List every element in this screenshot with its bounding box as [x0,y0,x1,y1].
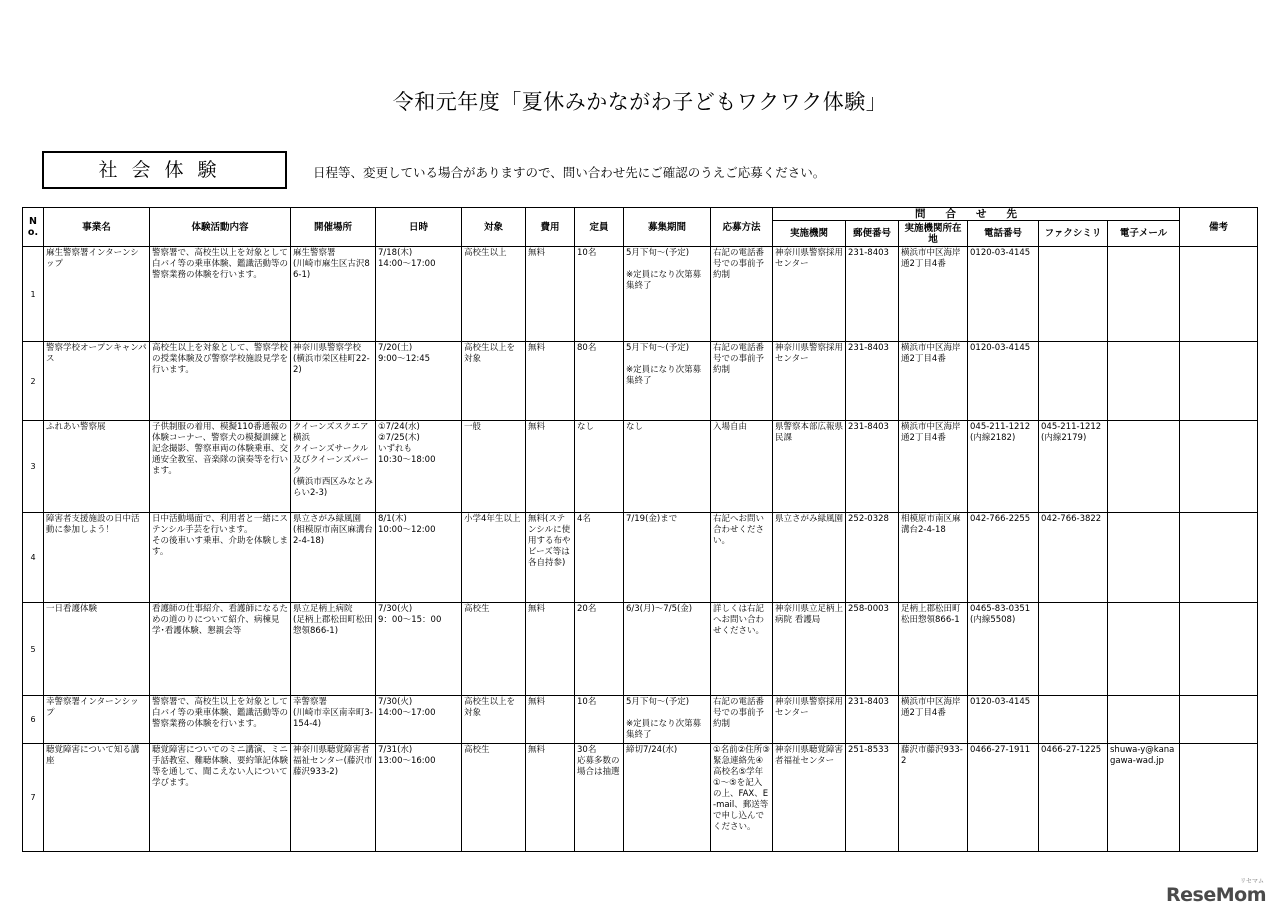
cell-fee: 無料 [526,603,575,696]
table-row [23,247,1258,342]
cell-phone: 0466-27-1911 [968,744,1039,852]
cell-remarks [1180,513,1258,603]
cell-method: 右記の電話番号での事前予約制 [711,247,773,342]
cell-email [1108,342,1180,421]
cell-method: 右記の電話番号での事前予約制 [711,696,773,744]
header-email: 電子メール [1108,221,1180,247]
cell-postal: 231-8403 [846,342,899,421]
cell-datetime: 7/18(木) 14:00～17:00 [376,247,462,342]
cell-venue: クイーンズスクエア横浜 クイーンズサークル及びクイーンズパーク (横浜市西区みなとみらい2-3) [291,421,376,513]
cell-no: 2 [23,342,44,421]
header-venue: 開催場所 [291,208,376,247]
cell-remarks [1180,342,1258,421]
cell-period: 5月下旬～(予定) ※定員になり次第募集終了 [624,696,711,744]
header-name: 事業名 [44,208,150,247]
cell-fax: 0466-27-1225 [1039,744,1108,852]
cell-no: 4 [23,513,44,603]
cell-method: 入場自由 [711,421,773,513]
cell-datetime: 7/31(水) 13:00～16:00 [376,744,462,852]
cell-datetime: 7/20(土) 9:00～12:45 [376,342,462,421]
cell-venue: 麻生警察署 (川崎市麻生区古沢86-1) [291,247,376,342]
cell-venue: 県立さがみ緑風園 (相模原市南区麻溝台2-4-18) [291,513,376,603]
resemom-logo: ReseMom [1166,884,1266,906]
cell-address: 横浜市中区海岸通2丁目4番 [899,421,968,513]
cell-email [1108,421,1180,513]
cell-venue: 県立足柄上病院 (足柄上郡松田町松田惣領866-1) [291,603,376,696]
cell-fee: 無料 [526,696,575,744]
header-phone: 電話番号 [968,221,1039,247]
cell-content: 看護師の仕事紹介、看護師になるための道のりについて紹介、病棟見学･看護体験、懇親会等 [150,603,291,696]
cell-period: 5月下旬～(予定) ※定員になり次第募集終了 [624,247,711,342]
cell-email [1108,696,1180,744]
cell-content: 警察署で、高校生以上を対象として白バイ等の乗車体験、鑑識活動等の警察業務の体験を行います。 [150,247,291,342]
cell-datetime: 8/1(木) 10:00～12:00 [376,513,462,603]
cell-postal: 231-8403 [846,247,899,342]
header-contact: 問合せ先 [773,208,1180,221]
cell-target: 一般 [462,421,526,513]
table-row [23,513,1258,603]
cell-fee: 無料(ステンシルに使用する布やビーズ等は各自持参) [526,513,575,603]
cell-org: 神奈川県警察採用センター [773,696,846,744]
cell-content: 聴覚障害についてのミニ講演、ミニ手話教室、難聴体験、要約筆記体験等を通して、聞こえない人について学びます。 [150,744,291,852]
cell-fax [1039,696,1108,744]
cell-venue: 神奈川県聴覚障害者福祉センター(藤沢市藤沢933-2) [291,744,376,852]
cell-address: 相模原市南区麻溝台2-4-18 [899,513,968,603]
cell-content: 警察署で、高校生以上を対象として白バイ等の乗車体験、鑑識活動等の警察業務の体験を行います。 [150,696,291,744]
cell-datetime: 7/30(火) 14:00～17:00 [376,696,462,744]
cell-address: 横浜市中区海岸通2丁目4番 [899,342,968,421]
cell-capacity: 20名 [575,603,624,696]
cell-no: 1 [23,247,44,342]
cell-postal: 252-0328 [846,513,899,603]
cell-postal: 258-0003 [846,603,899,696]
cell-fee: 無料 [526,744,575,852]
cell-address: 藤沢市藤沢933-2 [899,744,968,852]
cell-period: 7/19(金)まで [624,513,711,603]
cell-target: 高校生以上を対象 [462,696,526,744]
cell-period: 締切7/24(水) [624,744,711,852]
cell-org: 県立さがみ緑風園 [773,513,846,603]
cell-venue: 幸警察署 (川崎市幸区南幸町3-154-4) [291,696,376,744]
cell-capacity: 80名 [575,342,624,421]
page-title: 令和元年度「夏休みかながわ子どもワクワク体験」 [392,90,888,114]
cell-fax: 042-766-3822 [1039,513,1108,603]
cell-org: 神奈川県聴覚障害者福祉センター [773,744,846,852]
cell-method: ①名前②住所③緊急連絡先④高校名⑤学年 ①～⑤を記入の上、FAX、E-mail、郵送等で申し込んでください。 [711,744,773,852]
cell-content: 子供制服の着用、模擬110番通報の体験コーナー、警察犬の模擬訓練と記念撮影、警察車両の体験乗車、交通安全教室、音楽隊の演奏等を行います。 [150,421,291,513]
table-body [23,247,1258,852]
header-target: 対象 [462,208,526,247]
cell-phone: 0120-03-4145 [968,696,1039,744]
cell-datetime: ①7/24(水) ②7/25(木) いずれも 10:30～18:00 [376,421,462,513]
cell-org: 神奈川県警察採用センター [773,247,846,342]
cell-method: 右記の電話番号での事前予約制 [711,342,773,421]
cell-email [1108,603,1180,696]
cell-target: 高校生以上を対象 [462,342,526,421]
cell-name: 障害者支援施設の日中活動に参加しよう！ [44,513,150,603]
cell-fax [1039,342,1108,421]
cell-period: 5月下旬～(予定) ※定員になり次第募集終了 [624,342,711,421]
cell-target: 小学4年生以上 [462,513,526,603]
header-datetime: 日時 [376,208,462,247]
cell-target: 高校生 [462,744,526,852]
cell-name: 聴覚障害について知る講座 [44,744,150,852]
cell-no: 5 [23,603,44,696]
cell-name: 幸警察署インターンシップ [44,696,150,744]
cell-datetime: 7/30(火) 9：00～15：00 [376,603,462,696]
cell-content: 高校生以上を対象として、警察学校の授業体験及び警察学校施設見学を行います。 [150,342,291,421]
cell-capacity: なし [575,421,624,513]
cell-method: 右記へお問い合わせください。 [711,513,773,603]
cell-remarks [1180,744,1258,852]
header-no: No. [23,208,44,247]
cell-fee: 無料 [526,247,575,342]
cell-fee: 無料 [526,342,575,421]
cell-name: ふれあい警察展 [44,421,150,513]
table-row [23,421,1258,513]
cell-content: 日中活動場面で、利用者と一緒にステンシル手芸を行います。 その後車いす乗車、介助を体験します。 [150,513,291,603]
logo-subtext: リセマム [1240,878,1264,885]
cell-capacity: 30名 応募多数の場合は抽選 [575,744,624,852]
cell-postal: 251-8533 [846,744,899,852]
table-row [23,342,1258,421]
notice-text: 日程等、変更している場合がありますので、問い合わせ先にご確認のうえご応募ください。 [313,165,826,180]
header-address: 実施機関所在地 [899,221,968,247]
header-postal: 郵便番号 [846,221,899,247]
cell-capacity: 10名 [575,247,624,342]
cell-fax [1039,603,1108,696]
cell-email [1108,247,1180,342]
cell-no: 3 [23,421,44,513]
cell-period: 6/3(月)～7/5(金) [624,603,711,696]
cell-fee: 無料 [526,421,575,513]
cell-phone: 0120-03-4145 [968,247,1039,342]
cell-method: 詳しくは右記へお問い合わせください。 [711,603,773,696]
cell-org: 県警察本部広報県民課 [773,421,846,513]
header-fee: 費用 [526,208,575,247]
cell-name: 警察学校オープンキャンパス [44,342,150,421]
cell-address: 横浜市中区海岸通2丁目4番 [899,696,968,744]
cell-phone: 045-211-1212(内線2182) [968,421,1039,513]
cell-name: 一日看護体験 [44,603,150,696]
cell-address: 足柄上郡松田町松田惣領866-1 [899,603,968,696]
cell-remarks [1180,603,1258,696]
cell-remarks [1180,247,1258,342]
cell-target: 高校生以上 [462,247,526,342]
cell-phone: 042-766-2255 [968,513,1039,603]
cell-fax: 045-211-1212(内線2179) [1039,421,1108,513]
table-row [23,603,1258,696]
cell-remarks [1180,421,1258,513]
cell-postal: 231-8403 [846,421,899,513]
cell-venue: 神奈川県警察学校 (横浜市栄区桂町22-2) [291,342,376,421]
cell-capacity: 10名 [575,696,624,744]
cell-fax [1039,247,1108,342]
header-period: 募集期間 [624,208,711,247]
cell-email: shuwa-y@kanagawa-wad.jp [1108,744,1180,852]
table-row [23,696,1258,744]
cell-org: 神奈川県警察採用センター [773,342,846,421]
cell-address: 横浜市中区海岸通2丁目4番 [899,247,968,342]
cell-postal: 231-8403 [846,696,899,744]
cell-target: 高校生 [462,603,526,696]
cell-email [1108,513,1180,603]
cell-name: 麻生警察署インターンシップ [44,247,150,342]
cell-phone: 0120-03-4145 [968,342,1039,421]
cell-no: 7 [23,744,44,852]
header-capacity: 定員 [575,208,624,247]
cell-org: 神奈川県立足柄上病院 看護局 [773,603,846,696]
header-remarks: 備考 [1180,208,1258,247]
experience-table [22,207,1258,852]
category-box: 社会体験 [42,151,287,189]
cell-remarks [1180,696,1258,744]
cell-capacity: 4名 [575,513,624,603]
header-content: 体験活動内容 [150,208,291,247]
cell-period: なし [624,421,711,513]
header-org: 実施機関 [773,221,846,247]
header-method: 応募方法 [711,208,773,247]
cell-no: 6 [23,696,44,744]
cell-phone: 0465-83-0351(内線5508) [968,603,1039,696]
header-fax: ファクシミリ [1039,221,1108,247]
table-row [23,744,1258,852]
